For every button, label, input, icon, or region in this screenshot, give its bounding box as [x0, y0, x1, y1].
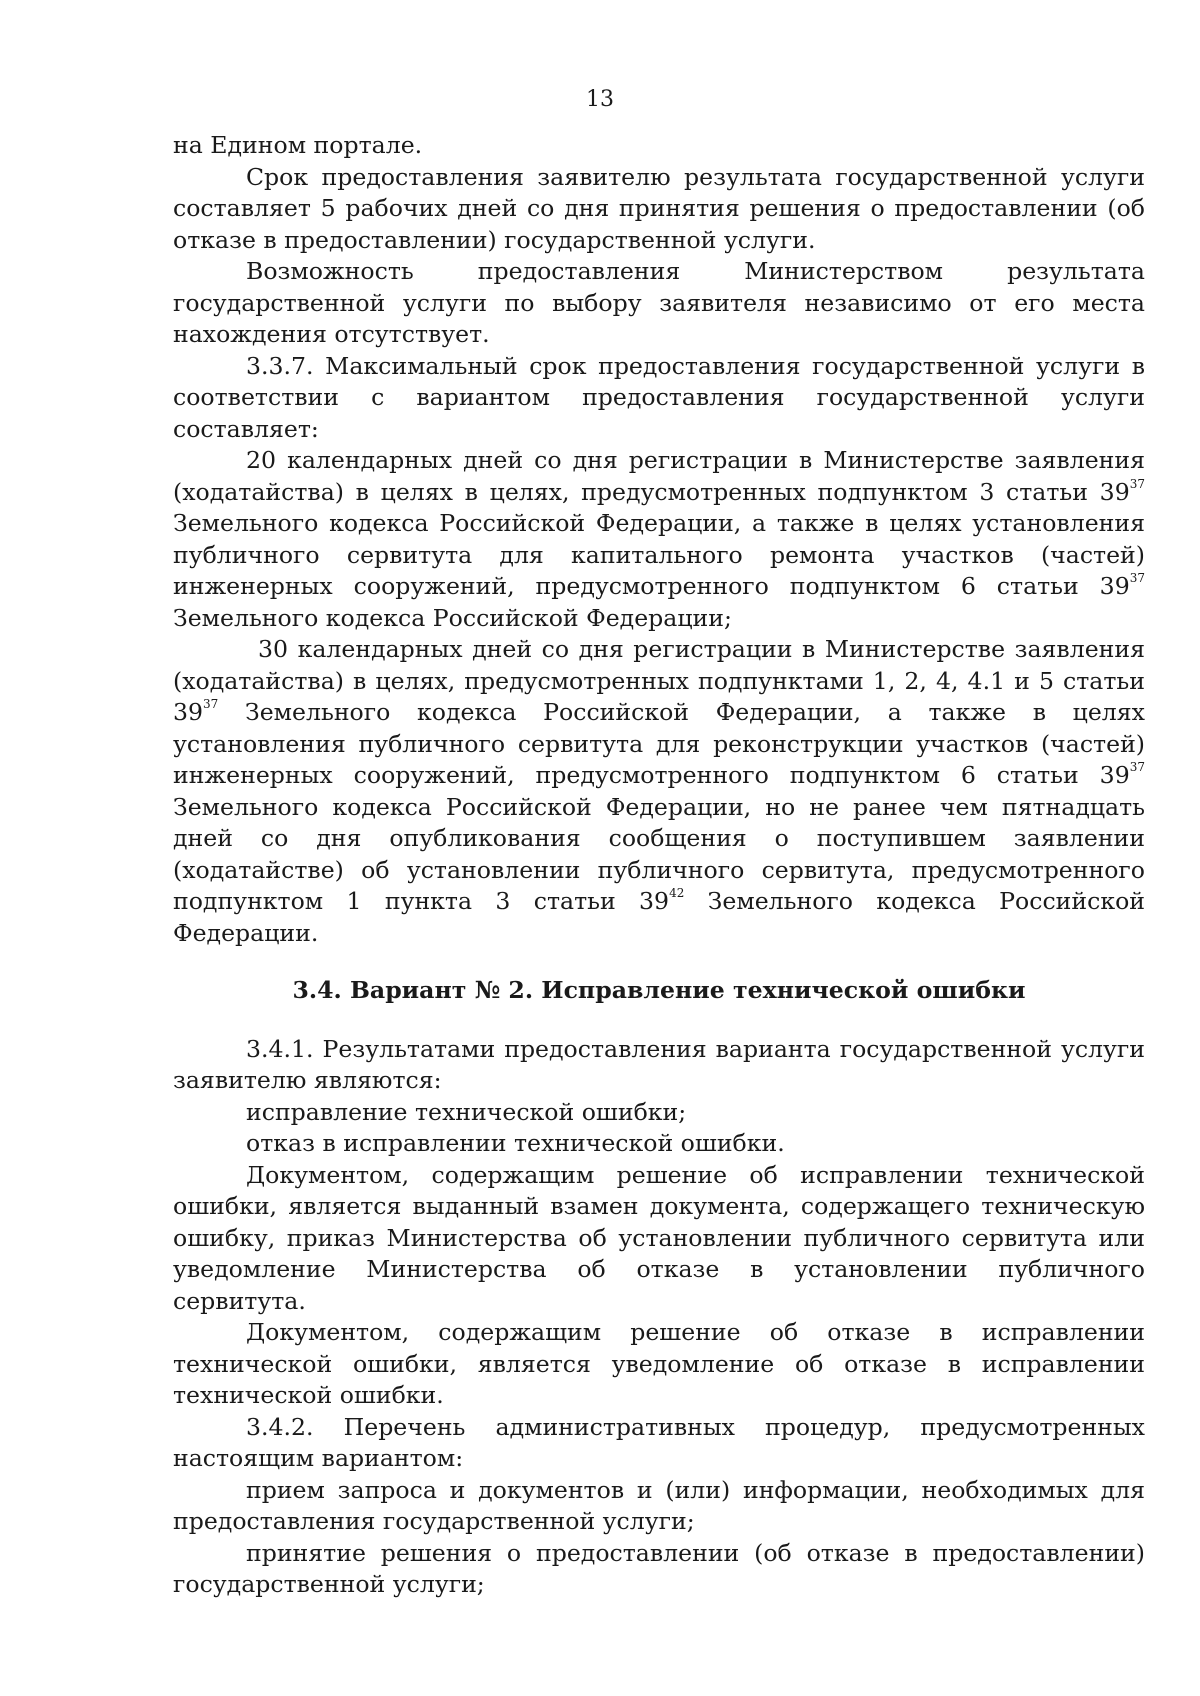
paragraph: [173, 634, 1145, 949]
paragraph: 3.4.2. Перечень административных процедур, предусмотренных настоящим вариантом:: [173, 1412, 1145, 1472]
paragraph: на Едином портале.: [173, 131, 423, 159]
section-heading: 3.4. Вариант № 2. Исправление технической ошибки: [292, 976, 1026, 1004]
paragraph: 3.3.7. Максимальный срок предоставления государственной услуги в соответствии с вариантом предоставления государственной услуги составляет:: [173, 351, 1145, 443]
list-item: исправление технической ошибки;: [246, 1097, 687, 1126]
superscript: 37: [1129, 476, 1145, 491]
text-segment: 30 календарных дней со дня регистрации в Министерстве заявления (ходатайства) в целях, предусмотренных подпунктами 1, 2, 4, 4.1 и 5 статьи 39: [173, 635, 1145, 726]
paragraph: [173, 445, 1145, 634]
paragraph: Возможность предоставления Министерством результата государственной услуги по выбору заявителя независимо от его места нахождения отсутствует.: [173, 257, 1145, 348]
list-item: прием запроса и документов и (или) информации, необходимых для предоставления государственной услуги;: [173, 1475, 1145, 1535]
text-segment: Земельного кодекса Российской Федерации, а также в целях установления публичного сервитута для реконструкции участков (частей) инженерных сооружений, предусмотренного подпунктом 6 статьи 39: [173, 698, 1145, 789]
text-segment: Земельного кодекса Российской Федерации.: [173, 887, 1145, 947]
superscript: 37: [1129, 571, 1145, 586]
superscript: 37: [203, 697, 219, 712]
document-body: [173, 130, 1145, 1601]
paragraph: 3.4.1. Результатами предоставления варианта государственной услуги заявителю являются:: [173, 1034, 1145, 1094]
text-segment: Земельного кодекса Российской Федерации;: [173, 603, 732, 632]
paragraph: Срок предоставления заявителю результата государственной услуги составляет 5 рабочих дней со дня принятия решения о предоставлении (об отказе в предоставлении) государственной услуги.: [173, 162, 1145, 254]
text-segment: Земельного кодекса Российской Федерации, а также в целях установления публичного сервитута для капитального ремонта участков (частей) инженерных сооружений, предусмотренного подпунктом 6 статьи 39: [173, 509, 1145, 600]
text-segment: Земельного кодекса Российской Федерации, но не ранее чем пятнадцать дней со дня опубликования сообщения о поступившем заявлении (ходатайстве) об установлении публичного сервитута, предусмотренного подпунктом 1 пункта 3 статьи 39: [173, 792, 1145, 915]
list-item: принятие решения о предоставлении (об отказе в предоставлении) государственной услуги;: [173, 1538, 1145, 1598]
superscript: 37: [1129, 760, 1145, 775]
paragraph: Документом, содержащим решение об отказе в исправлении технической ошибки, является уведомление об отказе в исправлении технической ошибки.: [173, 1318, 1145, 1409]
list-item: отказ в исправлении технической ошибки.: [246, 1129, 785, 1157]
page-number: 13: [586, 87, 614, 112]
paragraph: Документом, содержащим решение об исправлении технической ошибки, является выданный взамен документа, содержащего техническую ошибку, приказ Министерства об установлении публичного сервитута или уведомление Министерства об отказе в установлении публичного сервитута.: [173, 1160, 1145, 1315]
text-segment: 20 календарных дней со дня регистрации в Министерстве заявления (ходатайства) в целях в целях, предусмотренных подпунктом 3 статьи 39: [173, 446, 1145, 506]
superscript: 42: [669, 886, 685, 901]
